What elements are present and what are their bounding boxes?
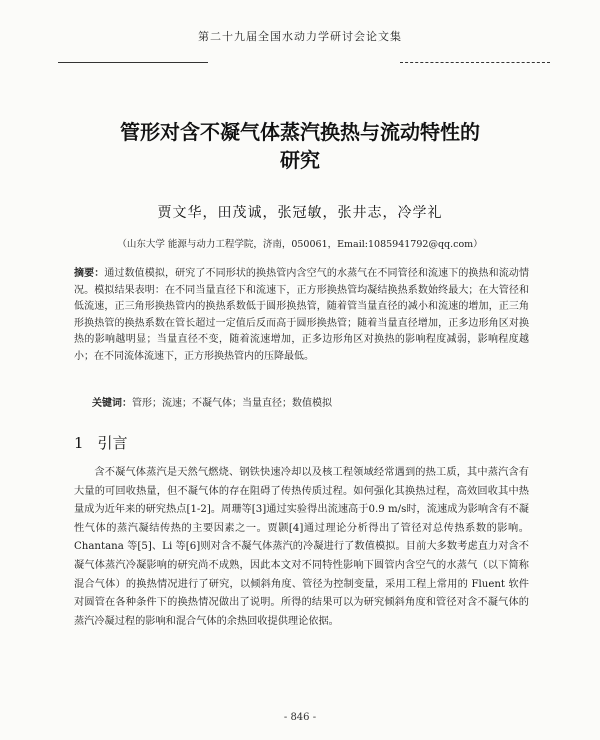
keywords [92,396,532,412]
abstract-text: 通过数值模拟，研究了不同形状的换热管内含空气的水蒸气在不同管径和流速下的换热和流动情况。模拟结果表明：在不同当量直径下和流速下，正方形换热管均凝结换热系数始终最大；在大管径和低流速，正三角形换热管内的换热系数低于圆形换热管，随着管当量直径的减小和流速的增加，正三角形换热管的换热系数在管长超过一定值后反而高于圆形换热管；随着当量直径增加，正多边形角区对换热的影响越明显；当量直径不变，随着流速增加，正多边形角区对换热的影响程度减弱，影响程度越小；在不同流体流速下，正方形换热管内的压降最低。 [74,268,530,362]
section-title: 引言 [97,434,128,452]
paper-title-line-1: 管形对含不凝气体蒸汽换热与流动特性的 [120,120,480,144]
section-heading [74,432,128,453]
abstract [74,266,529,365]
affiliation: （山东大学 能源与动力工程学院，济南，050061，Email:1085941792@qq.com） [117,239,483,250]
paper-title [60,118,540,174]
section-number: 1 [74,434,84,452]
running-header: 第二十九届全国水动力学研讨会论文集 [198,30,402,43]
introduction-paragraph: 含不凝气体蒸汽是天然气燃烧、钢铁快速冷却以及核工程领域经常遇到的热工质，其中蒸汽含有大量的可回收热量，但不凝气体的存在阻碍了传热传质过程。如何强化其换热过程，高效回收其中热量成为近年来的研究热点[1-2]。周珊等[3]通过实验得出流速高于0.9 m/s时，流速成为影响含有不凝性气体的蒸汽凝结传热的主要因素之一。贾颢[4]通过理论分析得出了管径对总传热系数的影响。Chantana 等[5]、Li 等[6]则对含不凝气体蒸汽的冷凝进行了数值模拟。目前大多数考虑直力对含不凝气体蒸汽冷凝影响的研究尚不成熟，因此本文对不同特性影响下圆管内含空气的水蒸气（以下简称混合气体）的换热情况进行了研究，以倾斜角度、管径为控制变量，采用工程上常用的 Fluent 软件对圆管在各种条件下的换热情况做出了说明。所得的结果可以为研究倾斜角度和管径对含不凝气体的蒸汽冷凝过程的影响和混合气体的余热回收提供理论依据。 [74,467,529,627]
header-rule-right [400,62,550,63]
header-rule-left [58,62,208,63]
keywords-text: 管形；流速；不凝气体；当量直径；数值模拟 [132,398,332,409]
paper-title-line-2: 研究 [280,148,320,172]
abstract-label: 摘要： [74,268,105,279]
author-list: 贾文华，田茂诚，张冠敏，张井志，冷学礼 [157,205,443,221]
page-number: - 846 - [283,712,317,723]
keywords-label: 关键词： [92,398,132,409]
